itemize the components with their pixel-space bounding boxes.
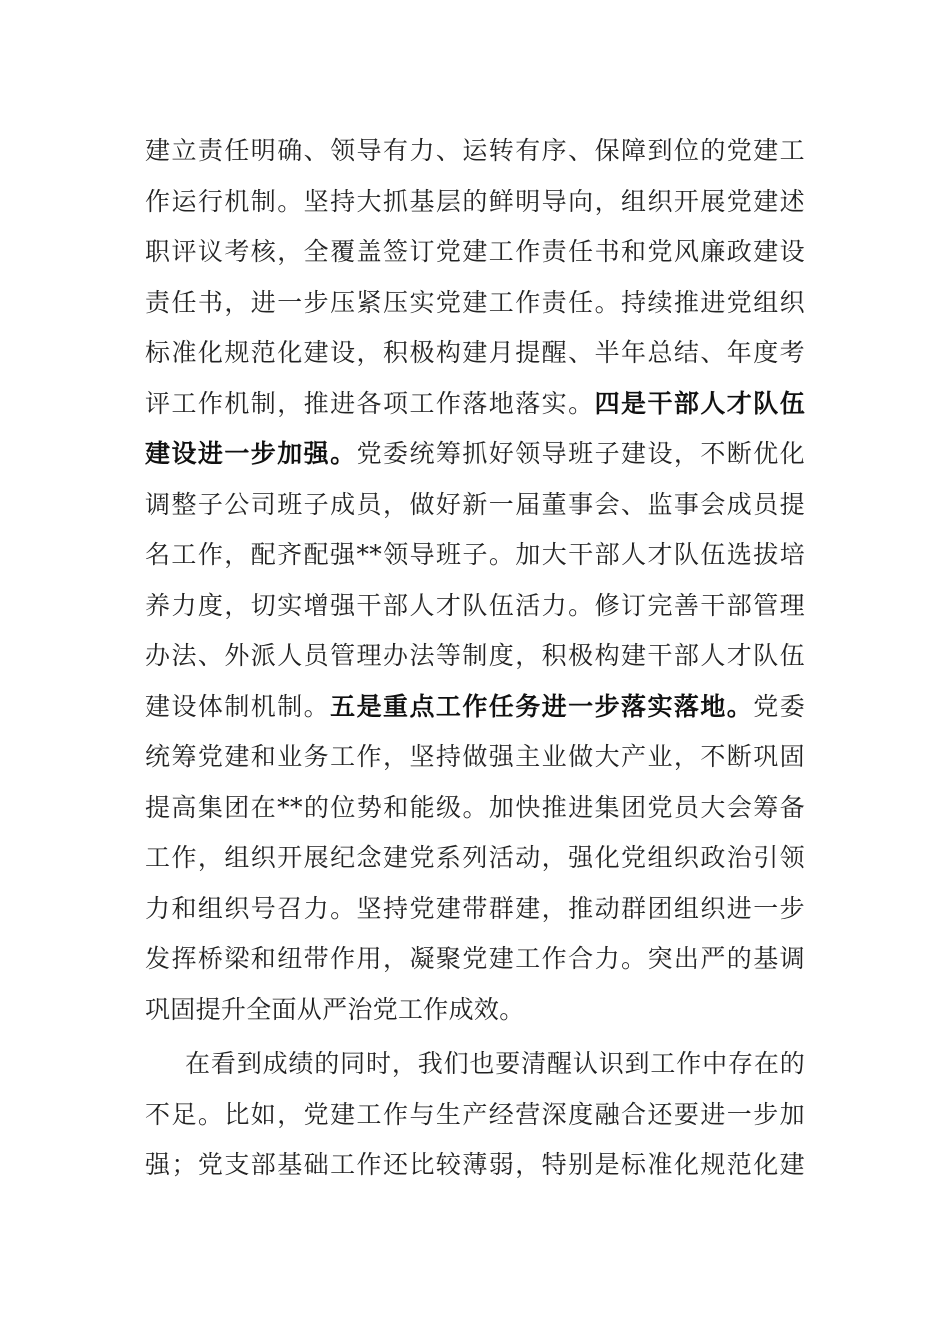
text-run: 建设体制机制。 xyxy=(145,691,331,721)
text-line xyxy=(145,429,805,480)
text-line: 力和组织号召力。坚持党建带群建，推动群团组织进一步 xyxy=(145,893,805,923)
text-line: 发挥桥梁和纽带作用，凝聚党建工作合力。突出严的基调 xyxy=(145,944,805,973)
text-run: 党委统筹抓好领导班子建设，不断优化 xyxy=(356,439,805,468)
text-line xyxy=(145,379,805,430)
bold-heading: 建设进一步加强。 xyxy=(145,439,357,468)
bold-heading: 四是干部人才队伍 xyxy=(594,388,805,418)
text-run: 党委 xyxy=(753,691,805,721)
text-line: 名工作，配齐配强**领导班子。加大干部人才队伍选拔培 xyxy=(145,540,805,569)
text-line: 强；党支部基础工作还比较薄弱，特别是标准化规范化建 xyxy=(145,1150,805,1179)
text-line: 统筹党建和业务工作，坚持做强主业做大产业，不断巩固 xyxy=(145,742,805,771)
text-line: 责任书，进一步压紧压实党建工作责任。持续推进党组织 xyxy=(145,287,805,317)
text-line: 不足。比如，党建工作与生产经营深度融合还要进一步加 xyxy=(145,1099,805,1129)
paragraph xyxy=(145,126,805,1035)
text-line xyxy=(145,682,805,733)
text-line: 巩固提升全面从严治党工作成效。 xyxy=(145,994,525,1024)
text-line: 建立责任明确、领导有力、运转有序、保障到位的党建工 xyxy=(145,136,805,165)
text-line: 办法、外派人员管理办法等制度，积极构建干部人才队伍 xyxy=(145,641,805,670)
text-line: 作运行机制。坚持大抓基层的鲜明导向，组织开展党建述 xyxy=(145,186,805,216)
text-line: 调整子公司班子成员，做好新一届董事会、监事会成员提 xyxy=(145,489,805,519)
text-line: 养力度，切实增强干部人才队伍活力。修订完善干部管理 xyxy=(145,590,805,620)
text-line: 职评议考核，全覆盖签订党建工作责任书和党风廉政建设 xyxy=(145,237,805,266)
text-line: 标准化规范化建设，积极构建月提醒、半年总结、年度考 xyxy=(145,338,805,367)
text-line: 提高集团在**的位势和能级。加快推进集团党员大会筹备 xyxy=(145,792,805,822)
text-line: 工作，组织开展纪念建党系列活动，强化党组织政治引领 xyxy=(145,843,805,872)
text-line: 在看到成绩的同时，我们也要清醒认识到工作中存在的 xyxy=(185,1049,805,1078)
paragraph xyxy=(145,1039,805,1191)
document-body xyxy=(145,126,805,1191)
text-run: 评工作机制，推进各项工作落地落实。 xyxy=(145,388,595,418)
bold-heading: 五是重点工作任务进一步落实落地。 xyxy=(330,691,754,721)
